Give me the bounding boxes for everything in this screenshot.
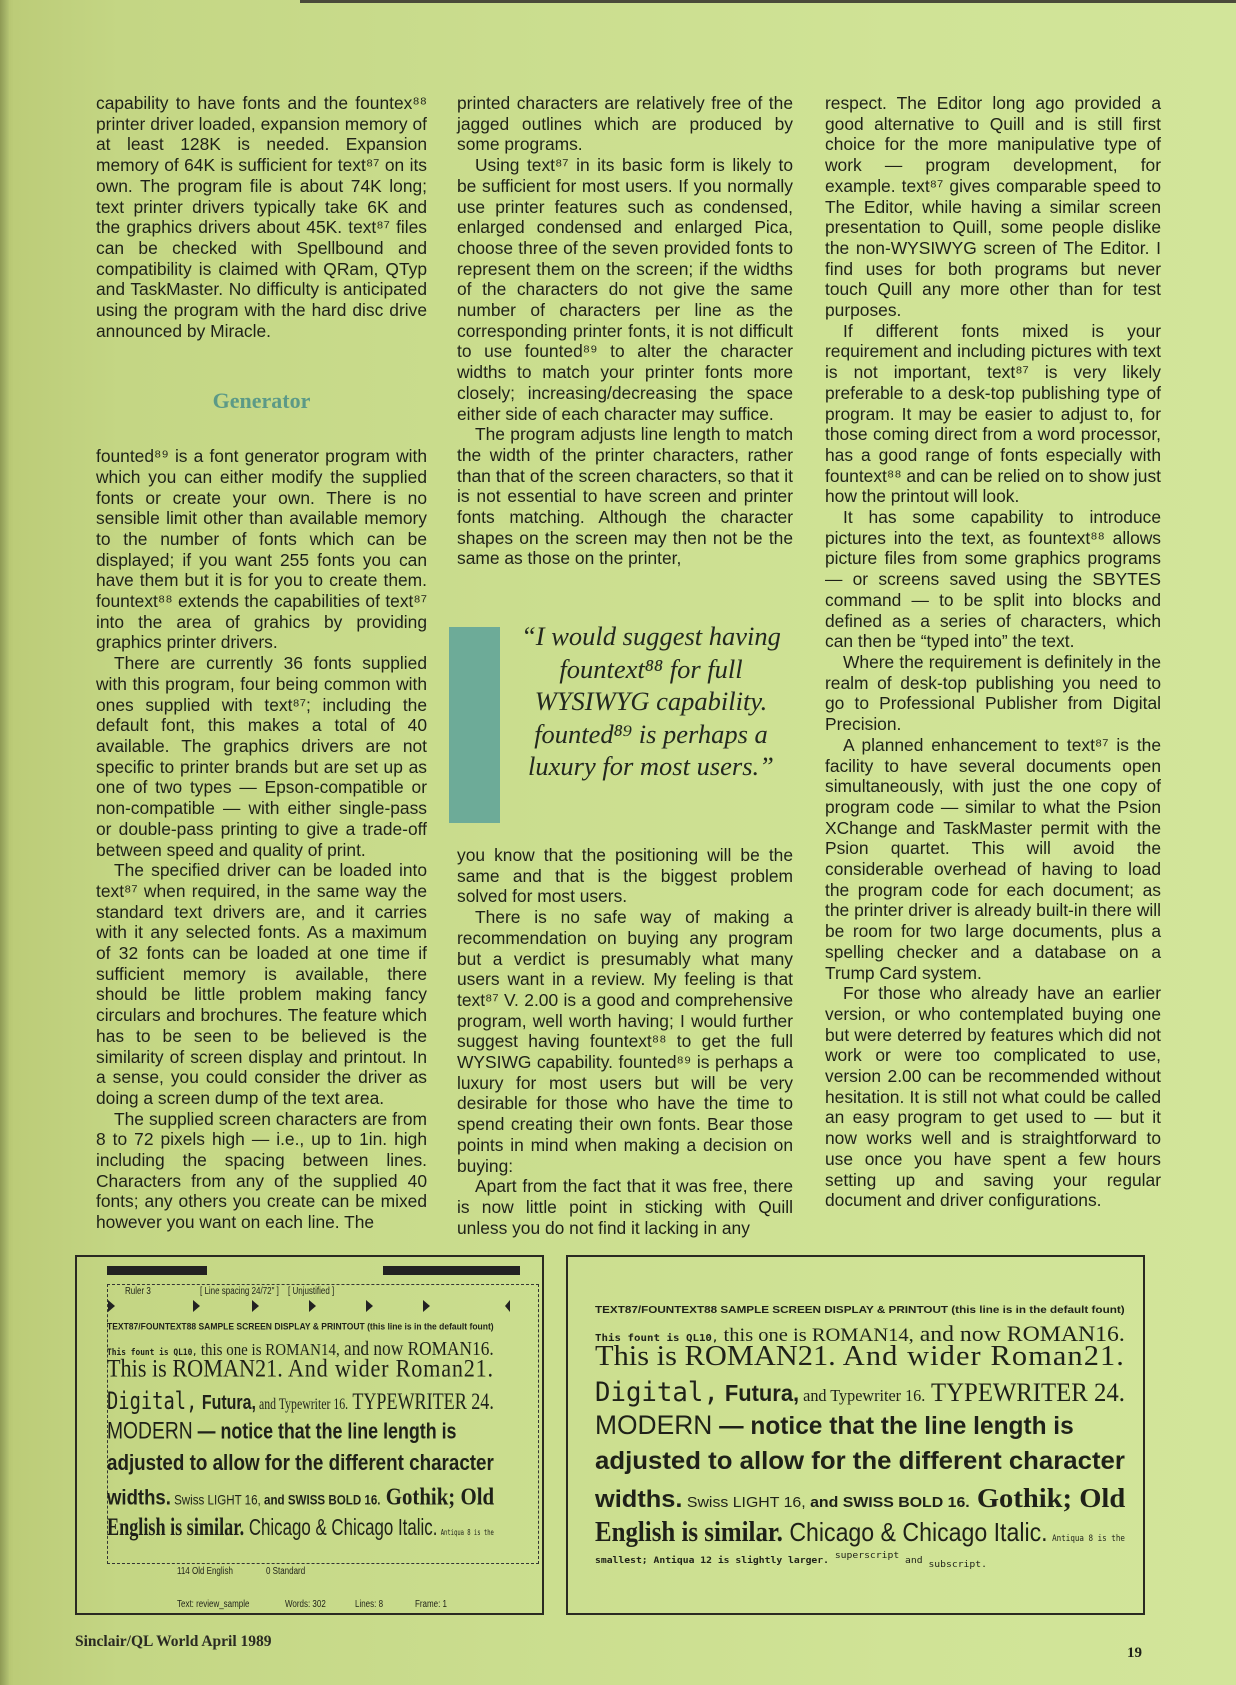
article-column-3: [825, 93, 1161, 1211]
font-sample-segment: — notice that the line length is: [712, 1412, 1074, 1440]
paragraph: you know that the positioning will be the same and that is the biggest problem solved for most users.: [457, 845, 793, 907]
article-column-2-top: [457, 93, 793, 569]
font-sample-segment: Chicago & Chicago Italic.: [782, 1517, 1048, 1547]
status-lines: Lines: 8: [355, 1599, 384, 1610]
font-sample-segment: and Typewriter 16.: [255, 1395, 349, 1413]
font-sample-segment: And wider Roman21.: [282, 1354, 494, 1383]
font-sample-segment: Gothik; Old: [380, 1482, 495, 1510]
paragraph: It has some capability to introduce pictures into the text, as fountext⁸⁸ allows picture files from some graphics programs — or screens saved using the SBYTES command — to be split into blocks and defined as a series of characters, which can then be “typed into” the text.: [825, 507, 1161, 652]
font-sample-segment: TEXT87/FOUNTEXT88 SAMPLE SCREEN DISPLAY & PRINTOUT (this line is in the default fount): [107, 1321, 494, 1333]
status-text-name: Text: review_sample: [177, 1599, 250, 1610]
screen-title-bar-right: [383, 1266, 520, 1275]
sample-font-line: [107, 1356, 494, 1384]
tab-stop-marker: [366, 1300, 373, 1312]
sample-font-line: [595, 1518, 1125, 1549]
screen-title-bar-left: [107, 1266, 207, 1275]
font-sample-segment: Swiss LIGHT 16,: [682, 1494, 806, 1511]
page-number: 19: [1127, 1645, 1142, 1661]
paragraph: Using text⁸⁷ in its basic form is likely to be sufficient for most users. If you normally use printer features such as condensed, enlarged condensed and enlarged Pica, choose three of the seven provided fonts to represent them on the screen; if the widths of the characters do not give the same number of characters per line as the corresponding printer fonts, it is not difficult to use founted⁸⁹ to alter the character widths to match your printer fonts more closely; increasing/decreasing the space either side of each character may suffice.: [457, 155, 793, 424]
sample-font-line: [107, 1514, 494, 1542]
sample-font-line: [595, 1484, 1125, 1514]
font-sample-segment: subscript.: [922, 1560, 987, 1570]
ruler-margin-marker: [108, 1300, 115, 1312]
paragraph: founted⁸⁹ is a font generator program with which you can either modify the supplied fonts or create your own. There is no sensible limit other than available memory to the number of fonts which can be displayed; if you want 255 fonts you can have them but it is for you to create them. fountext⁸⁸ extends the capabilities of text⁸⁷ into the area of grahics by providing graphics printer drivers.: [96, 446, 427, 653]
font-sample-segment: MODERN: [107, 1417, 193, 1444]
font-sample-segment: and: [899, 1556, 923, 1566]
paragraph: There is no safe way of making a recommendation on buying any program but a verdict is presumably what many users want in a review. My feeling is that text⁸⁷ V. 2.00 is a good and comprehensive program, well worth having; I would further suggest having fountext⁸⁸ to get the full WYSIWG capability. founted⁸⁹ is perhaps a luxury for most users but will be very desirable for those who have the time to spend creating their own fonts. Bear those points in mind when making a decision on buying:: [457, 907, 793, 1176]
sample-font-line: [595, 1300, 1125, 1318]
font-sample-segment: Gothik; Old: [969, 1483, 1126, 1513]
font-sample-segment: adjusted to allow for the different character: [595, 1447, 1125, 1475]
status-words: Words: 302: [285, 1599, 326, 1610]
font-sample-segment: TYPEWRITER 24.: [925, 1378, 1125, 1407]
sample-font-line: [107, 1318, 494, 1334]
pull-quote-bar: [449, 627, 500, 823]
font-sample-segment: This is ROMAN21.: [595, 1341, 836, 1372]
paragraph: The program adjusts line length to match the width of the printer characters, rather than that of the screen characters, so that it is not essential to have screen and printer fonts matching. Although the character shapes on the screen may then not be the same as those on the printer,: [457, 424, 793, 569]
paragraph: The specified driver can be loaded into text⁸⁷ when required, in the same way the standard text drivers are, and it carries with it any selected fonts. As a maximum of 32 fonts can be loaded at one time if sufficient memory is available, there should be little problem making fancy circulars and brochures. The feature which has to be seen to be believed is the similarity of screen display and printout. In a sense, you could consider the driver as doing a screen dump of the text area.: [96, 860, 427, 1108]
sample-font-line: [595, 1550, 987, 1568]
font-sample-segment: English is similar.: [107, 1513, 245, 1542]
font-sample-segment: And wider Roman21.: [835, 1341, 1125, 1372]
font-sample-segment: — notice that the line length is: [192, 1418, 457, 1444]
sample-font-line: [595, 1342, 1125, 1373]
sample-font-line: [107, 1484, 494, 1511]
section-heading: Generator: [212, 388, 311, 414]
printout-sample-text: [595, 1300, 1135, 1580]
font-sample-segment: widths.: [595, 1486, 683, 1513]
sample-font-line: [107, 1388, 494, 1415]
article-column-1: [96, 93, 427, 1233]
paragraph: For those who already have an earlier version, or who contemplated buying one but were deterred by features which did not work or were too complicated to use, version 2.00 can be recommended without hesitation. It is still not what could be called an easy program to get used to — but it now works well and is straightforward to use once you have spent a few hours setting up and saving your regular document and driver configurations.: [825, 983, 1161, 1211]
pull-quote: “I would suggest having fountext⁸⁸ for full WYSIWYG capability. founted⁸⁹ is perhaps a luxury for most users.”: [521, 621, 781, 781]
font-sample-segment: and now ROMAN16.: [339, 1336, 494, 1360]
sample-font-line: [595, 1411, 1074, 1441]
publication-footer: Sinclair/QL World April 1989: [75, 1633, 272, 1650]
paragraph: respect. The Editor long ago provided a good alternative to Quill and is still first choice for the more manipulative type of work — program development, for example. text⁸⁷ gives comparable speed to The Editor, while having a similar screen presentation to Quill, some people dislike the non-WYSIWYG screen of The Editor. I find uses for both programs but never touch Quill any more other than for test purposes.: [825, 93, 1161, 321]
right-margin-marker: [505, 1300, 510, 1312]
status-frame: Frame: 1: [415, 1599, 448, 1610]
paragraph: The supplied screen characters are from 8 to 72 pixels high — i.e., up to 1in. high including the spacing between lines. Characters from any of the supplied 40 fonts; any others you create can be mixed however you want on each line. The: [96, 1108, 427, 1233]
font-sample-segment: Swiss LIGHT 16,: [170, 1492, 261, 1508]
line-spacing-label: [ Line spacing 24/72" ]: [200, 1286, 279, 1297]
status-font: 114 Old English: [177, 1566, 233, 1577]
font-sample-segment: smallest; Antiqua 12 is slightly larger.: [595, 1556, 829, 1566]
font-sample-segment: this one is ROMAN14,: [197, 1340, 340, 1360]
tab-stop-marker: [193, 1300, 200, 1312]
font-sample-segment: TYPEWRITER 24.: [348, 1388, 494, 1415]
tab-stop-marker: [423, 1300, 430, 1312]
paragraph: printed characters are relatively free of the jagged outlines which are produced by some programs.: [457, 93, 793, 155]
sample-font-line: [595, 1448, 1125, 1476]
font-sample-segment: Digital,: [107, 1387, 198, 1416]
paragraph: A planned enhancement to text⁸⁷ is the facility to have several documents open simultaneously, with just the one copy of program code — similar to what the Psion XChange and TaskMaster permit with the Psion quartet. This will avoid the considerable overhead of having to load the program code for each document; as the printer driver is already built-in there will be room for two large documents, plus a spelling checker and a database on a Trump Card system.: [825, 734, 1161, 983]
font-sample-segment: Futura,: [197, 1390, 256, 1414]
ruler-label: Ruler 3: [125, 1286, 151, 1297]
paragraph: There are currently 36 fonts supplied with this program, four being common with ones supplied with text⁸⁷; including the default font, this makes a total of 40 available. The graphics drivers are not specific to printer brands but are set up as one of two types — Epson-compatible or non-compatible — with either single-pass or double-pass printing to give a trade-off between speed and quality of print.: [96, 653, 427, 860]
tab-stop-marker: [252, 1300, 259, 1312]
page-top-edge: [300, 0, 1236, 3]
font-sample-segment: widths.: [107, 1485, 171, 1510]
font-sample-segment: English is similar.: [595, 1517, 783, 1548]
tab-stop-marker: [309, 1300, 316, 1312]
sample-font-line: [595, 1378, 1125, 1408]
font-sample-segment: and SWISS BOLD 16.: [260, 1492, 381, 1508]
status-style: 0 Standard: [266, 1566, 306, 1577]
font-sample-segment: Digital,: [595, 1377, 719, 1408]
font-sample-segment: This is ROMAN21.: [107, 1354, 283, 1383]
paragraph: Where the requirement is definitely in the realm of desk-top publishing you need to go to Professional Publisher from Digital Precision.: [825, 651, 1161, 735]
font-sample-segment: adjusted to allow for the different character: [107, 1450, 494, 1476]
font-sample-segment: Chicago & Chicago Italic.: [244, 1513, 438, 1541]
font-sample-segment: Antiqua 8 is the: [1047, 1534, 1125, 1544]
page-binding-edge: [0, 0, 9, 1685]
sample-font-line: [107, 1451, 494, 1476]
paragraph: capability to have fonts and the fountex⁸⁸ printer driver loaded, expansion memory of at least 128K is needed. Expansion memory of 64K is sufficient for text⁸⁷ on its own. The program file is about 74K long; text printer drivers typically take 6K and the graphics drivers about 45K. text⁸⁷ files can be checked with Spellbound and compatibility is claimed with QRam, QTyp and TaskMaster. No difficulty is anticipated using the program with the hard disc drive announced by Miracle.: [96, 93, 427, 341]
sample-font-line: [107, 1418, 456, 1445]
screen-sample-text: [107, 1318, 501, 1570]
font-sample-segment: TEXT87/FOUNTEXT88 SAMPLE SCREEN DISPLAY & PRINTOUT (this line is in the default fount): [595, 1304, 1125, 1316]
font-sample-segment: Futura,: [718, 1380, 800, 1406]
font-sample-segment: MODERN: [595, 1410, 713, 1440]
article-column-2-bottom: [457, 845, 793, 1238]
font-sample-segment: Antiqua 8 is the: [437, 1528, 494, 1538]
paragraph: Apart from the fact that it was free, there is now little point in sticking with Quill unless you do not find it lacking in any: [457, 1176, 793, 1238]
font-sample-segment: superscript: [828, 1551, 900, 1561]
paragraph: If different fonts mixed is your requirement and including pictures with text is not important, text⁸⁷ is very likely preferable to a desk-top publishing type of program. It may be easier to adjust to, for those coming direct from a word processor, has a good range of fonts especially with fountext⁸⁸ and can be relied on to show just how the printout will look.: [825, 320, 1161, 507]
font-sample-segment: this one is ROMAN14,: [718, 1325, 914, 1346]
font-sample-segment: This fount is QL10,: [595, 1333, 719, 1344]
font-sample-segment: and now ROMAN16.: [913, 1321, 1125, 1346]
justification-label: [ Unjustified ]: [288, 1286, 335, 1297]
font-sample-segment: This fount is QL10,: [107, 1347, 198, 1358]
font-sample-segment: and SWISS BOLD 16.: [805, 1494, 970, 1511]
font-sample-segment: and Typewriter 16.: [799, 1386, 926, 1405]
